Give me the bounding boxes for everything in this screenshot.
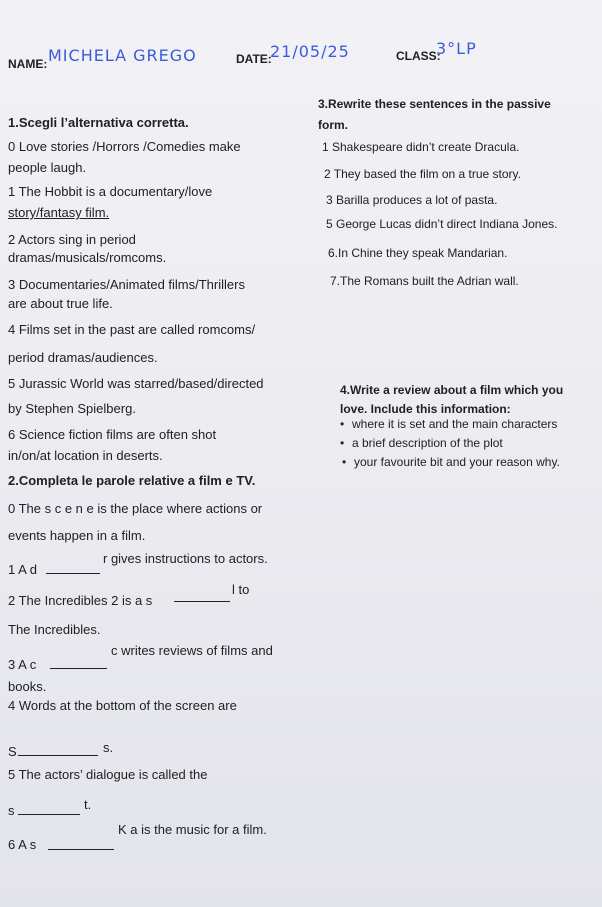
ex4-bullet-text: your favourite bit and your reason why. xyxy=(354,455,560,469)
ex1-line: by Stephen Spielberg. xyxy=(8,401,136,416)
ex1-line: 3 Documentaries/Animated films/Thrillers xyxy=(8,277,245,292)
ex4-title-cont: love. Include this information: xyxy=(340,402,511,416)
ex2-line: 5 The actors’ dialogue is called the xyxy=(8,767,208,782)
ex2-line: events happen in a film. xyxy=(8,528,146,543)
ex3-title: 3.Rewrite these sentences in the passive xyxy=(318,97,551,111)
ex2-line: s. xyxy=(103,740,114,755)
ex3-item: 7.The Romans built the Adrian wall. xyxy=(330,274,519,288)
ex2-line: S xyxy=(8,744,17,759)
ex4-bullet-text: a brief description of the plot xyxy=(352,436,503,450)
ex2-title: 2.Completa le parole relative a film e TV. xyxy=(8,473,256,488)
ex2-line: K a is the music for a film. xyxy=(118,822,267,837)
ex1-title: 1.Scegli l’alternativa corretta. xyxy=(8,115,189,130)
ex3-item: 5 George Lucas didn’t direct Indiana Jones. xyxy=(326,217,558,231)
answer-blank[interactable] xyxy=(46,562,100,578)
ex2-line: 2 The Incredibles 2 is a s xyxy=(8,593,153,608)
answer-blank[interactable] xyxy=(18,744,98,760)
answer-blank[interactable] xyxy=(18,803,80,819)
ex4-bullet-text: where it is set and the main characters xyxy=(352,417,558,431)
ex4-bullet xyxy=(340,416,557,432)
ex1-line: 6 Science fiction films are often shot xyxy=(8,427,217,442)
ex1-line: story/fantasy film. xyxy=(8,205,110,220)
ex1-line: 0 Love stories /Horrors /Comedies make xyxy=(8,139,241,154)
ex2-line: t. xyxy=(84,797,92,812)
answer-blank[interactable] xyxy=(174,590,230,606)
name-handwritten: MICHELA GREGO xyxy=(48,46,197,65)
name-label: NAME: xyxy=(8,57,48,71)
ex1-line: are about true life. xyxy=(8,296,113,311)
ex2-line: l to xyxy=(232,582,250,597)
ex2-line: 0 The s c e n e is the place where actions or xyxy=(8,501,263,516)
ex1-line: 4 Films set in the past are called romcoms/ xyxy=(8,322,256,337)
ex3-title-cont: form. xyxy=(318,118,348,132)
ex2-line: s xyxy=(8,803,15,818)
ex2-line: r gives instructions to actors. xyxy=(103,551,268,566)
class-label: CLASS: xyxy=(396,49,441,63)
ex3-item: 6.In Chine they speak Mandarian. xyxy=(328,246,508,260)
date-handwritten: 21/05/25 xyxy=(270,42,350,61)
bullet-icon: • xyxy=(340,417,345,431)
ex1-line: in/on/at location in deserts. xyxy=(8,448,163,463)
ex2-line: books. xyxy=(8,679,47,694)
ex2-line: 3 A c xyxy=(8,657,37,672)
bullet-icon: • xyxy=(342,455,347,469)
ex2-line: 4 Words at the bottom of the screen are xyxy=(8,698,237,713)
ex1-line: period dramas/audiences. xyxy=(8,350,158,365)
date-label: DATE: xyxy=(236,52,272,66)
ex2-line: The Incredibles. xyxy=(8,622,101,637)
ex1-line: 5 Jurassic World was starred/based/directed xyxy=(8,376,264,391)
ex2-line: c writes reviews of films and xyxy=(111,643,273,658)
ex1-line: dramas/musicals/romcoms. xyxy=(8,250,167,265)
answer-blank[interactable] xyxy=(50,657,107,673)
ex1-line: people laugh. xyxy=(8,160,87,175)
bullet-icon: • xyxy=(340,436,345,450)
ex3-item: 1 Shakespeare didn’t create Dracula. xyxy=(322,140,520,154)
ex3-item: 2 They based the film on a true story. xyxy=(324,167,521,181)
class-handwritten: 3°LP xyxy=(436,39,477,58)
ex1-line: 2 Actors sing in period xyxy=(8,232,136,247)
answer-blank[interactable] xyxy=(48,838,114,854)
ex4-bullet xyxy=(342,454,560,470)
ex3-item: 3 Barilla produces a lot of pasta. xyxy=(326,193,498,207)
ex1-line: 1 The Hobbit is a documentary/love xyxy=(8,184,213,199)
ex2-line: 6 A s xyxy=(8,837,37,852)
ex2-line: 1 A d xyxy=(8,562,37,577)
ex4-bullet xyxy=(340,435,503,451)
ex4-title: 4.Write a review about a film which you xyxy=(340,383,564,397)
